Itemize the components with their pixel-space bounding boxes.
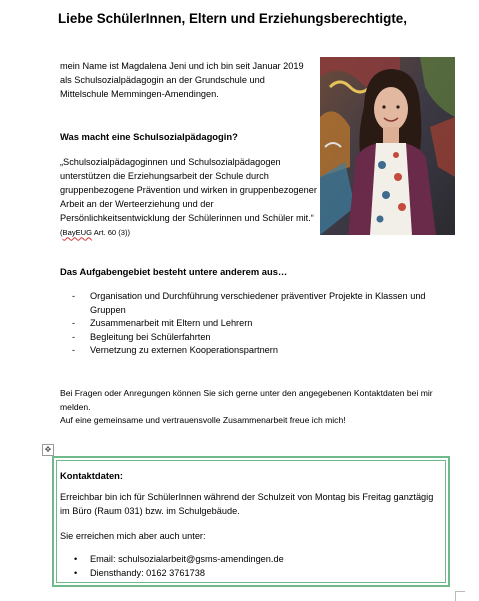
move-handle-icon[interactable]: ✥ [42,444,54,456]
list-item [72,344,462,358]
dash-bullet: - [72,345,76,356]
page-title: Liebe SchülerInnen, Eltern und Erziehungsberechtigte, [58,11,407,26]
list-item [72,331,462,345]
contact-item-phone [74,567,284,581]
contact-availability: Erreichbar bin ich für SchülerInnen während der Schulzeit von Montag bis Freitag ganztägig im Büro (Raum 031) bzw. im Schulgebäude. [60,492,434,516]
contact-reach-label: Sie erreichen mich aber auch unter: [60,531,206,541]
list-item [72,290,462,317]
quote-text: „Schulsozialpädagoginnen und Schulsozialpädagogen unterstützen die Erziehungsarbeit der Schule durch gruppenbezogene Prävention und wirken in gruppenbezogener Arbeit an der Werteerziehung und der Persönlichkeitsentwicklung der Schülerinnen und Schüler mit.“ [60,157,317,224]
section-heading-tasks: Das Aufgabengebiet besteht untere anderem aus… [60,266,288,277]
contact-list [74,553,284,580]
section-heading-what: Was macht eine Schulsozialpädagogin? [60,131,238,142]
task-list [72,290,462,358]
intro-paragraph: mein Name ist Magdalena Jeni und ich bin seit Januar 2019 als Schulsozialpädagogin an der Grundschule und Mittelschule Memmingen-Amendingen. [60,61,304,99]
contact-item-email [74,553,284,567]
bullet-icon: • [74,567,78,578]
citation [60,228,130,237]
closing-line-1: Bei Fragen oder Anregungen können Sie sich gerne unter den angegebenen Kontaktdaten bei mir melden. [60,388,433,412]
bullet-icon: • [74,554,78,564]
list-item [72,317,462,331]
portrait-photo [320,57,455,235]
list-item-text: Vernetzung zu externen Kooperationspartnern [90,345,278,356]
contact-heading: Kontaktdaten: [60,470,124,481]
list-item-text: Organisation und Durchführung verschiedener präventiver Projekte in Klassen und Gruppen [90,291,426,315]
closing-line-2: Auf eine gemeinsame und vertrauensvolle Zusammenarbeit freue ich mich! [60,415,346,426]
citation-open: ( [60,228,63,238]
dash-bullet: - [72,331,76,342]
quote-paragraph [60,155,317,241]
citation-law: BayEUG [62,228,93,238]
list-item-text: Zusammenarbeit mit Eltern und Lehrern [90,318,253,329]
list-item-text: Begleitung bei Schülerfahrten [90,331,211,342]
citation-rest: Art. 60 (3)) [92,228,131,238]
contact-phone: Diensthandy: 0162 3761738 [90,567,205,578]
dash-bullet: - [72,291,76,301]
closing-paragraph [60,387,450,428]
dash-bullet: - [72,318,76,329]
contact-email[interactable]: Email: schulsozialarbeit@gsms-amendingen.de [90,554,284,564]
